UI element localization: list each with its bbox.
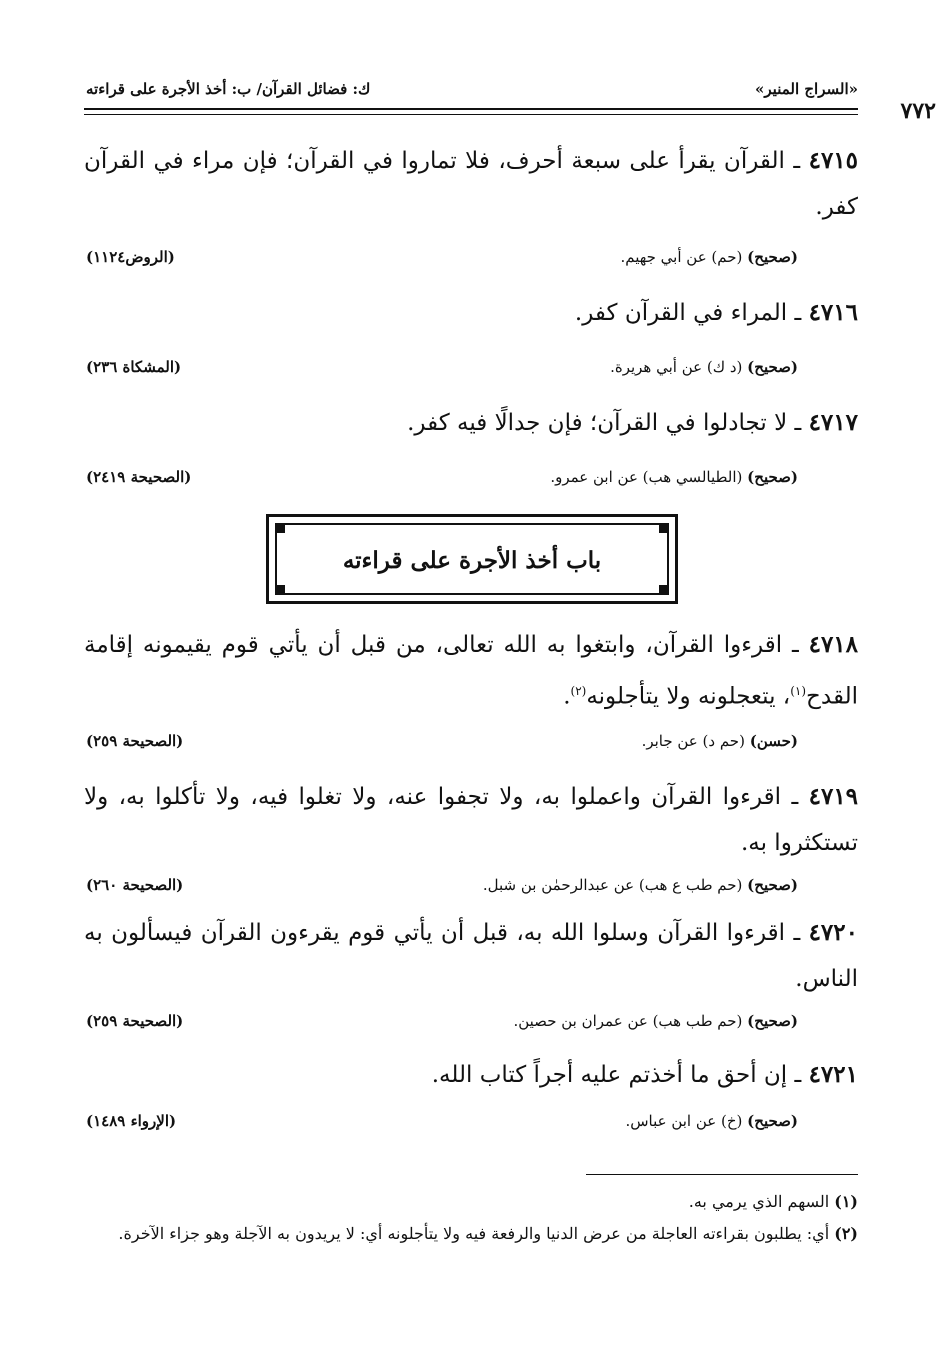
header-book-title: «السراج المنير» xyxy=(755,80,858,98)
grade-row-4718 xyxy=(86,732,798,754)
footnote-number: (١) xyxy=(834,1192,858,1211)
hadith-dash: ـ xyxy=(793,920,801,946)
source: (حم طب هب) عن عمران بن حصين. xyxy=(513,1012,743,1030)
hadith-4721 xyxy=(84,1052,858,1098)
source: (الطيالسي هب) عن ابن عمرو. xyxy=(550,468,743,486)
source: (حم د) عن جابر. xyxy=(641,732,745,750)
frame-corner-ornament xyxy=(659,523,669,533)
grade: (صحيح) xyxy=(747,1012,798,1030)
hadith-number: ٤٧١٨ xyxy=(808,631,859,658)
grade: (صحيح) xyxy=(747,1112,798,1130)
hadith-number: ٤٧١٩ xyxy=(808,783,859,810)
hadith-4718 xyxy=(84,622,858,720)
grade: (صحيح) xyxy=(747,358,798,376)
footnote-separator xyxy=(586,1174,858,1175)
footnote-text: أي: يطلبون بقراءته العاجلة من عرض الدنيا والرفعة فيه ولا يتأجلونه أي: لا يريدون به الآجلة وهو جزاء الآخرة. xyxy=(118,1224,830,1243)
source: (حم) عن أبي جهيم. xyxy=(620,248,743,266)
hadith-number: ٤٧١٧ xyxy=(808,409,858,436)
frame-corner-ornament xyxy=(275,585,285,595)
grade-row-4720 xyxy=(86,1012,798,1034)
page-number: ٧٧٢ xyxy=(900,98,936,124)
hadith-4716 xyxy=(84,290,858,336)
grade-row-4716 xyxy=(86,358,798,380)
footnote-1 xyxy=(84,1188,858,1216)
reference: (الإرواء ١٤٨٩) xyxy=(86,1112,177,1130)
hadith-text: القرآن يقرأ على سبعة أحرف، فلا تماروا في القرآن؛ فإن مراء في القرآن كفر. xyxy=(84,148,858,220)
hadith-dash: ـ xyxy=(793,148,801,174)
grade-row-4721 xyxy=(86,1112,798,1134)
reference: (الصحيحة ٢٤١٩) xyxy=(86,468,192,486)
hadith-4720 xyxy=(84,910,858,1002)
hadith-4715 xyxy=(84,138,858,230)
source: (حم طب ع هب) عن عبدالرحمٰن بن شبل. xyxy=(482,876,743,894)
chapter-title: باب أخذ الأجرة على قراءته xyxy=(342,547,602,574)
grade: (حسن) xyxy=(749,732,798,750)
header-rule-thick xyxy=(84,108,858,110)
footnote-text: السهم الذي يرمي به. xyxy=(688,1192,830,1211)
hadith-text: ، يتعجلونه ولا يتأجلونه xyxy=(586,683,791,710)
footnote-marker[interactable]: (١) xyxy=(790,684,807,698)
hadith-dash: ـ xyxy=(791,784,799,810)
hadith-number: ٤٧٢٠ xyxy=(808,919,858,946)
reference: (المشكاة ٢٣٦) xyxy=(86,358,182,376)
reference: (الصحيحة ٢٥٩) xyxy=(86,1012,184,1030)
grade: (صحيح) xyxy=(747,876,798,894)
hadith-text: اقرءوا القرآن وسلوا الله به، قبل أن يأتي قوم يقرءون القرآن فيسألون به الناس. xyxy=(84,920,858,992)
grade-row-4719 xyxy=(86,876,798,898)
hadith-text: المراء في القرآن كفر. xyxy=(574,300,788,326)
grade: (صحيح) xyxy=(747,468,798,486)
frame-corner-ornament xyxy=(659,585,669,595)
hadith-4719 xyxy=(84,774,858,866)
reference: (الصحيحة ٢٦٠) xyxy=(86,876,184,894)
hadith-number: ٤٧١٦ xyxy=(808,299,858,326)
hadith-4717 xyxy=(84,400,858,446)
grade: (صحيح) xyxy=(747,248,798,266)
hadith-text: إن أحق ما أخذتم عليه أجراً كتاب الله. xyxy=(431,1062,788,1088)
hadith-text: . xyxy=(563,683,571,710)
source: (خ) عن ابن عباس. xyxy=(625,1112,743,1130)
chapter-heading-box xyxy=(266,514,678,604)
frame-corner-ornament xyxy=(275,523,285,533)
header-rule-thin xyxy=(84,114,858,115)
footnote-2 xyxy=(84,1220,858,1248)
hadith-dash: ـ xyxy=(791,632,799,658)
grade-row-4715 xyxy=(86,248,798,270)
hadith-text: اقرءوا القرآن، وابتغوا به الله تعالى، من قبل أن يأتي قوم يقيمونه إقامة القدح xyxy=(84,632,858,710)
grade-row-4717 xyxy=(86,468,798,490)
source: (د ك) عن أبي هريرة. xyxy=(610,358,743,376)
hadith-dash: ـ xyxy=(794,410,802,436)
hadith-text: لا تجادلوا في القرآن؛ فإن جدالًا فيه كفر. xyxy=(407,410,788,436)
hadith-dash: ـ xyxy=(794,300,802,326)
reference: (الروض١١٢٤) xyxy=(86,248,175,266)
reference: (الصحيحة ٢٥٩) xyxy=(86,732,184,750)
hadith-dash: ـ xyxy=(794,1062,802,1088)
footnote-number: (٢) xyxy=(834,1224,858,1243)
hadith-number: ٤٧١٥ xyxy=(808,147,859,174)
hadith-text: اقرءوا القرآن واعملوا به، ولا تجفوا عنه، ولا تغلوا فيه، ولا تأكلوا به، ولا تستكثروا به. xyxy=(84,784,858,856)
footnote-marker[interactable]: (٢) xyxy=(570,684,587,698)
header-chapter-ref: ك: فضائل القرآن/ ب: أخذ الأجرة على قراءته xyxy=(86,80,371,98)
hadith-number: ٤٧٢١ xyxy=(808,1061,858,1088)
